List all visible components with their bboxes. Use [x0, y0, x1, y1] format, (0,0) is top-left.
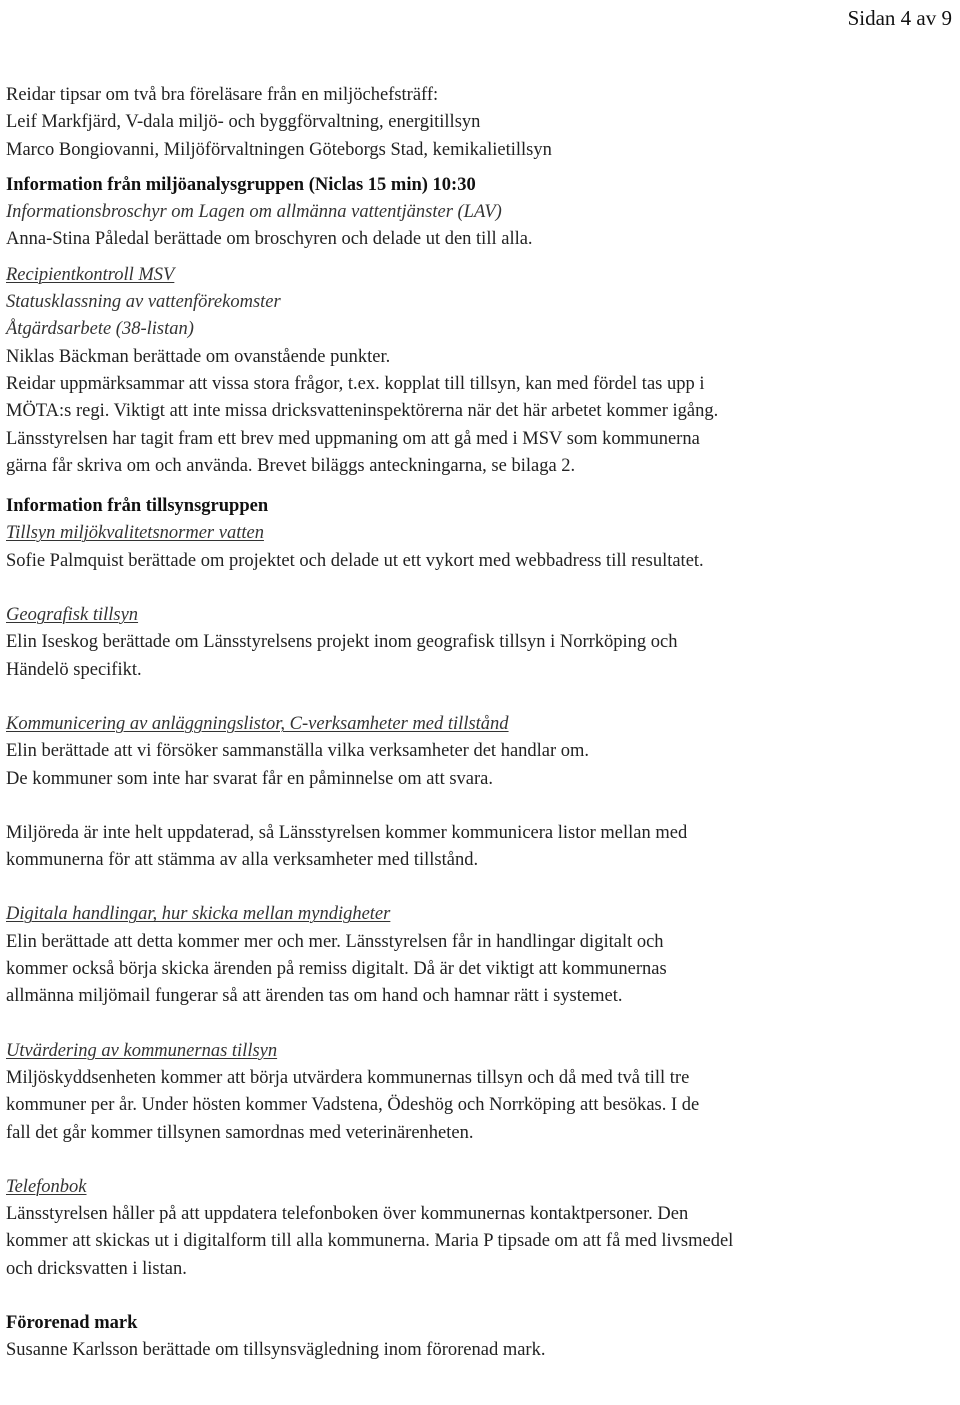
subheading-telefonbok: Telefonbok	[6, 1176, 87, 1197]
subheading-utvardering: Utvärdering av kommunernas tillsyn	[6, 1040, 278, 1061]
section-heading-fororenad: Förorenad mark	[6, 1312, 138, 1333]
subheading-geografisk: Geografisk tillsyn	[6, 605, 139, 626]
paragraph-line: Elin berättade att detta kommer mer och mer. Länsstyrelsen får in handlingar digitalt och	[6, 931, 664, 952]
paragraph-line: Elin Iseskog berättade om Länsstyrelsens projekt inom geografisk tillsyn i Norrköping och	[6, 632, 678, 653]
paragraph-line: Miljöskyddsenheten kommer att börja utvärdera kommunernas tillsyn och då med två till tre	[6, 1067, 690, 1088]
intro-line: Reidar tipsar om två bra föreläsare från en miljöchefsträff:	[6, 85, 439, 105]
intro-line: Leif Markfjärd, V-dala miljö- och byggförvaltning, energitillsyn	[6, 112, 481, 133]
paragraph-line: fall det går kommer tillsynen samordnas med veterinärenheten.	[6, 1122, 474, 1143]
paragraph-line: kommuner per år. Under hösten kommer Vadstena, Ödeshög och Norrköping att besökas. I de	[6, 1095, 700, 1116]
subheading-mkn: Tillsyn miljökvalitetsnormer vatten	[6, 523, 264, 544]
paragraph-line: De kommuner som inte har svarat får en påminnelse om att svara.	[6, 768, 494, 789]
intro-line: Marco Bongiovanni, Miljöförvaltningen Göteborgs Stad, kemikalietillsyn	[6, 139, 552, 160]
msv-item: Åtgärdsarbete (38-listan)	[6, 319, 194, 340]
msv-item: Statusklassning av vattenförekomster	[6, 292, 281, 313]
paragraph-line: Elin berättade att vi försöker sammanställa vilka verksamheter det handlar om.	[6, 741, 590, 762]
page-number: Sidan 4 av 9	[847, 6, 952, 30]
paragraph-line: gärna får skriva om och använda. Brevet biläggs anteckningarna, se bilaga 2.	[6, 455, 576, 476]
paragraph-line: och dricksvatten i listan.	[6, 1258, 187, 1279]
paragraph-line: Miljöreda är inte helt uppdaterad, så Länsstyrelsen kommer kommunicera listor mellan med	[6, 822, 688, 843]
section-heading-miljoanalys: Information från miljöanalysgruppen (Niclas 15 min) 10:30	[6, 174, 476, 195]
paragraph-line: MÖTA:s regi. Viktigt att inte missa dricksvatteninspektörerna när det här arbetet kommer igång.	[6, 401, 719, 422]
paragraph-line: kommunerna för att stämma av alla verksamheter med tillstånd.	[6, 850, 479, 871]
document-body	[6, 82, 951, 1365]
paragraph-line: kommer att skickas ut i digitalform till alla kommunerna. Maria P tipsade om att få med livsmedel	[6, 1231, 734, 1252]
subheading-lav: Informationsbroschyr om Lagen om allmänna vattentjänster (LAV)	[6, 202, 502, 223]
subheading-kommunicering: Kommunicering av anläggningslistor, C-verksamheter med tillstånd	[6, 713, 509, 734]
paragraph-line: Reidar uppmärksammar att vissa stora frågor, t.ex. kopplat till tillsyn, kan med fördel tas upp i	[6, 373, 705, 394]
paragraph-line: Susanne Karlsson berättade om tillsynsvägledning inom förorenad mark.	[6, 1340, 546, 1361]
paragraph-line: allmänna miljömail fungerar så att ärenden tas om hand och hamnar rätt i systemet.	[6, 986, 623, 1007]
paragraph-line: Länsstyrelsen håller på att uppdatera telefonboken över kommunernas kontaktpersoner. Den	[6, 1204, 689, 1225]
section-heading-tillsyn: Information från tillsynsgruppen	[6, 496, 269, 517]
paragraph-line: Händelö specifikt.	[6, 659, 142, 680]
subheading-msv: Recipientkontroll MSV	[6, 264, 175, 285]
paragraph-line: Niklas Bäckman berättade om ovanstående punkter.	[6, 346, 391, 367]
subheading-digitala: Digitala handlingar, hur skicka mellan myndigheter	[6, 904, 391, 925]
paragraph-line: Länsstyrelsen har tagit fram ett brev med uppmaning om att gå med i MSV som kommunerna	[6, 428, 700, 449]
paragraph-line: kommer också börja skicka ärenden på remiss digitalt. Då är det viktigt att kommunernas	[6, 959, 667, 980]
paragraph-line: Sofie Palmquist berättade om projektet och delade ut ett vykort med webbadress till resultatet.	[6, 550, 704, 571]
paragraph-line: Anna-Stina Påledal berättade om broschyren och delade ut den till alla.	[6, 229, 533, 250]
